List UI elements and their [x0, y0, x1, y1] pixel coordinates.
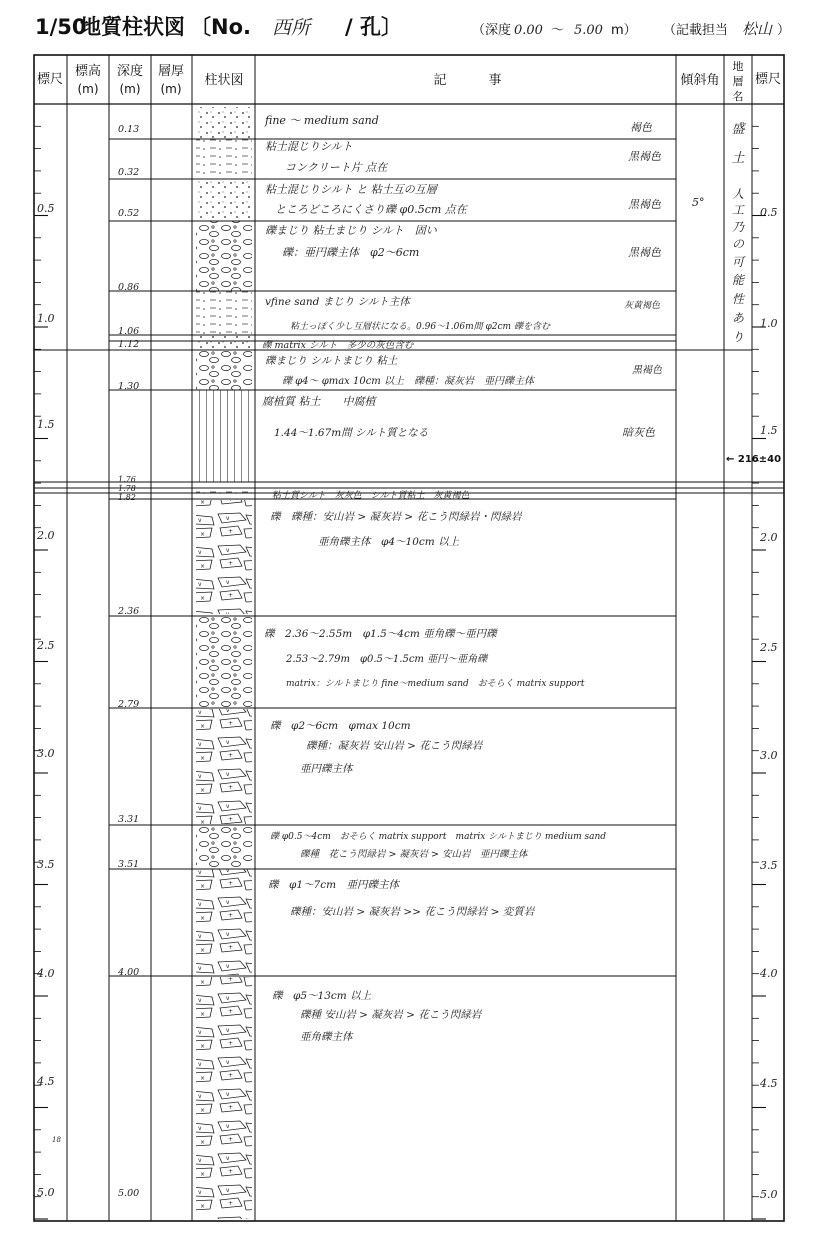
layer-color: 黒褐色: [628, 246, 661, 259]
lithology-column: [196, 107, 252, 1219]
header-dip: 傾斜角: [680, 73, 720, 88]
layer-descriptions: [262, 114, 663, 1043]
header-scale-left: 標尺: [36, 72, 64, 87]
sheet-title: 地質柱状図: [80, 15, 185, 39]
formation-char: 盛: [731, 122, 745, 137]
depth-value: 1.30: [118, 381, 140, 392]
scale-left-label: 1.5: [37, 418, 55, 431]
layer-text: 礫種 安山岩 > 凝灰岩 > 花こう閃緑岩: [300, 1009, 482, 1021]
layer-color: 灰黄褐色: [624, 301, 661, 311]
scale-right: [759, 206, 778, 1201]
pattern-sand: [196, 107, 252, 139]
layer-13: [270, 831, 606, 860]
formation-note-char: り: [731, 330, 745, 344]
pattern-gravel-3: [196, 709, 252, 824]
scale-right-label: 4.5: [760, 1077, 778, 1090]
pattern-gravel-6: [196, 977, 252, 1219]
depth-value: 3.51: [118, 859, 140, 870]
formation-char: 土: [731, 151, 745, 166]
formation-name: [731, 122, 746, 344]
scale-right-label: 2.0: [760, 531, 778, 544]
layer-text: vfine sand まじり シルト主体: [265, 296, 410, 308]
layer-text: 礫まじり シルトまじり 粘土: [265, 355, 398, 367]
layer-text: matrix：シルトまじり fine～medium sand おそらく matrix support: [286, 679, 585, 689]
layer-10: [270, 511, 523, 548]
layer-color: 黒褐色: [628, 198, 661, 211]
layer-5: [265, 296, 661, 332]
formation-note-char: 工: [731, 203, 745, 217]
header-thickness-unit: (m): [160, 82, 182, 96]
layer-text: fine ～ medium sand: [265, 114, 379, 127]
formation-note-char: 人: [731, 187, 745, 201]
layer-8: [262, 395, 656, 439]
header-depth: 深度: [116, 64, 144, 79]
formation-note-char: 可: [731, 255, 745, 269]
layer-text: コンクリート片 点在: [285, 161, 388, 174]
header-column: 柱状図: [204, 73, 244, 88]
layer-7: [265, 355, 663, 387]
pattern-clayey-silt: [196, 139, 252, 179]
layer-text: 亜角礫主体: [300, 1031, 353, 1043]
layer-text: 礫：亜円礫主体 φ2～6cm: [282, 246, 420, 259]
layer-text: 礫 礫種：安山岩 > 凝灰岩 > 花こう閃緑岩・閃緑岩: [270, 511, 522, 523]
pattern-gravel-4: [196, 825, 252, 869]
depth-value: 4.00: [118, 967, 140, 978]
layer-11: [264, 628, 585, 689]
header-formation-3: 名: [732, 90, 744, 103]
dating-annotation: ← 216±40: [726, 454, 782, 465]
pattern-gravel-2: [196, 617, 252, 707]
header-elevation-unit: (m): [77, 82, 99, 96]
layer-text: ところどころにくさり礫 φ0.5cm 点在: [275, 203, 467, 216]
layer-9: [272, 490, 471, 501]
depth-value: 3.31: [118, 814, 140, 825]
layer-text: 亜円礫主体: [300, 763, 353, 775]
scale-right-label: 2.5: [760, 641, 778, 654]
header-scale-right: 標尺: [754, 72, 782, 87]
header-thickness: 層厚: [157, 64, 185, 79]
depth-value: 0.32: [118, 167, 140, 178]
layer-text: 腐植質 粘土 中腐植: [262, 395, 376, 408]
depth-value: 5.00: [118, 1188, 140, 1199]
no-prefix: 〔No.: [190, 15, 251, 39]
pattern-humic-clay: [196, 390, 252, 482]
scale-left-label: 4.0: [37, 967, 55, 980]
layer-text: 礫種 花こう閃緑岩 > 凝灰岩 > 安山岩 亜円礫主体: [300, 849, 528, 860]
scale-ratio: 1/50: [35, 15, 87, 39]
depth-value: 0.13: [118, 124, 140, 135]
scale-left-label: 0.5: [37, 202, 55, 215]
layer-14: [268, 879, 536, 918]
pattern-sandy-silt: [196, 291, 252, 335]
layer-text: 1.44～1.67m間 シルト質となる: [274, 427, 429, 439]
depth-unit: m）: [611, 23, 637, 38]
formation-note-char: 能: [731, 273, 745, 287]
dip-value: 5°: [692, 196, 705, 209]
pattern-gravelly-silt: [196, 221, 252, 291]
depth-value: 0.52: [118, 208, 140, 219]
pattern-gravelly-clay: [196, 350, 252, 390]
scale-left-label: 3.5: [37, 858, 55, 871]
recorder-name: 松山: [742, 20, 773, 38]
formation-note-char: あ: [731, 311, 745, 325]
layer-4: [265, 224, 662, 259]
layer-color: 黒褐色: [628, 150, 661, 163]
layer-6: [262, 339, 415, 351]
scale-right-label: 0.5: [760, 206, 778, 219]
layer-text: 2.53～2.79m φ0.5～1.5cm 亜円～亜角礫: [286, 654, 488, 665]
scale-left: [36, 202, 61, 1199]
column-headers: [37, 59, 781, 103]
layer-3: [265, 183, 662, 216]
formation-note-char: の: [731, 237, 745, 251]
pattern-gravel-matrix: [196, 335, 252, 350]
header-formation-2: 層: [732, 75, 744, 88]
depth-value: 1.76: [118, 475, 136, 484]
layer-text: 粘土質シルト 灰灰色 シルト質粘土 灰黄褐色: [272, 491, 470, 501]
header-formation-1: 地: [732, 60, 744, 73]
layer-color: 黒褐色: [632, 365, 662, 376]
scale-right-label: 1.5: [760, 424, 778, 437]
scale-left-label: 4.5: [37, 1075, 55, 1088]
stray-mark: 18: [52, 1136, 61, 1144]
layer-1: [264, 114, 653, 134]
hole-number: / 孔〕: [345, 15, 402, 39]
layer-15: [272, 990, 483, 1043]
depth-to: 5.00: [574, 23, 603, 38]
scale-left-label: 2.5: [37, 639, 55, 652]
scale-left-label: 2.0: [37, 529, 55, 542]
recorder-close: ）: [777, 23, 791, 38]
scale-right-label: 5.0: [760, 1188, 778, 1201]
scale-left-label: 3.0: [37, 747, 55, 760]
layer-text: 礫 2.36～2.55m φ1.5～4cm 亜角礫～亜円礫: [264, 628, 497, 640]
scale-left-label: 5.0: [37, 1186, 55, 1199]
recorder-label: （記載担当: [663, 23, 729, 38]
depth-value: 1.82: [118, 493, 136, 502]
depth-value: 2.36: [118, 606, 140, 617]
layer-color: 褐色: [630, 121, 652, 134]
header-description-2: 事: [488, 73, 502, 88]
depth-tilde: ～: [551, 23, 565, 38]
depth-value: 0.86: [118, 282, 140, 293]
layer-text: 粘土混じりシルト: [265, 140, 353, 153]
layer-text: 礫まじり 粘土まじり シルト 固い: [265, 224, 437, 237]
layer-text: 粘土っぽく少し互層状になる。0.96～1.06m間 φ2cm 礫を含む: [290, 322, 550, 332]
pattern-gravel-1: [196, 500, 252, 614]
scale-left-label: 1.0: [37, 312, 55, 325]
depth-value: 1.12: [118, 339, 140, 350]
layer-text: 礫 φ1～7cm 亜円礫主体: [268, 879, 400, 891]
site-name: 西所: [272, 17, 311, 39]
scale-ticks: [34, 126, 766, 1219]
layer-text: 粘土混じりシルト と 粘土互の互層: [265, 183, 437, 196]
layer-color: 暗灰色: [622, 426, 655, 439]
depth-value: 2.79: [118, 699, 140, 710]
layer-text: 礫 φ4～ φmax 10cm 以上 礫種：凝灰岩 亜円礫主体: [282, 376, 534, 387]
pattern-gravel-5: [196, 869, 252, 975]
scale-right-label: 3.5: [760, 859, 778, 872]
depth-value: 1.06: [118, 326, 140, 337]
scale-right-label: 4.0: [760, 967, 778, 980]
depth-value: 1.78: [118, 484, 136, 493]
layer-text: 礫種：凝灰岩 安山岩 > 花こう閃緑岩: [306, 740, 483, 752]
sheet-header: [35, 15, 790, 39]
formation-note-char: 性: [731, 292, 745, 306]
layer-text: 礫 matrix シルト 多少の灰色含む: [262, 340, 414, 351]
header-elevation: 標高: [74, 64, 102, 79]
layer-2: [265, 140, 662, 174]
layer-text: 礫種：安山岩 > 凝灰岩 >> 花こう閃緑岩 > 変質岩: [290, 906, 535, 918]
depth-range-label: （深度: [472, 23, 512, 38]
scale-right-label: 1.0: [760, 317, 778, 330]
formation-note-char: 乃: [731, 220, 745, 234]
layer-text: 礫 φ2～6cm φmax 10cm: [270, 720, 411, 732]
layer-text: 礫 φ0.5～4cm おそらく matrix support matrix シルトまじり medium sand: [270, 832, 607, 842]
layer-text: 礫 φ5～13cm 以上: [272, 990, 372, 1002]
header-depth-unit: (m): [119, 82, 141, 96]
pattern-interbedded: [196, 179, 252, 221]
depth-values: [117, 124, 139, 1199]
header-description-1: 記: [433, 73, 447, 88]
layer-12: [270, 720, 484, 775]
layer-text: 亜角礫主体 φ4～10cm 以上: [318, 536, 460, 548]
scale-right-label: 3.0: [760, 749, 778, 762]
depth-from: 0.00: [514, 23, 543, 38]
